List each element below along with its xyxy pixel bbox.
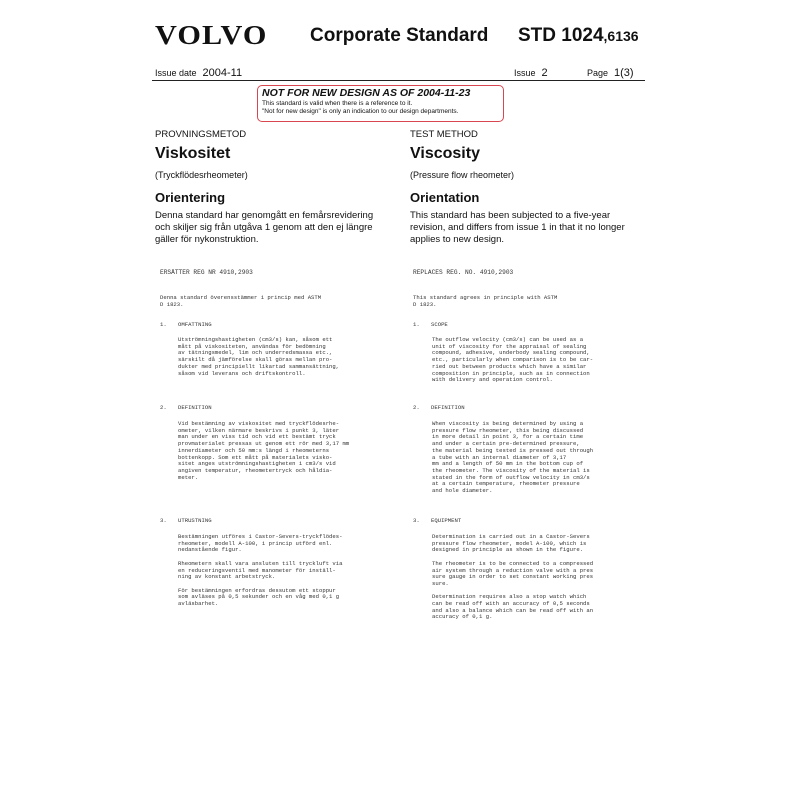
text-line: nedanstående figur.: [178, 546, 242, 554]
issue-value: 2: [541, 67, 548, 79]
subtitle-en: (Pressure flow rheometer): [410, 170, 515, 180]
text-line: en reduceringsventil med manometer för inställ-: [178, 566, 336, 574]
text-line: ried out between products which have a similar: [432, 362, 587, 370]
section-number: 1.: [160, 321, 167, 328]
issue-number: [514, 67, 548, 79]
title-sv: Viskositet: [155, 145, 231, 162]
agreement-line: D 1823.: [160, 300, 184, 308]
text-line: avläsbarhet.: [178, 600, 219, 608]
text-line: air system through a reduction valve with a pres: [432, 566, 594, 574]
text-line: and also a balance which can be read off with an: [432, 606, 594, 614]
standard-number-suffix: ,6136: [603, 28, 639, 44]
text-line: särskilt då jämförelse skall göras mellan pro-: [178, 356, 333, 364]
section-1-body-en: [432, 337, 593, 384]
test-method-label-en: TEST METHOD: [410, 129, 478, 140]
orientation-heading-sv: Orientering: [155, 190, 226, 205]
section-2-heading-sv: [160, 405, 212, 412]
text-line: sitet anges utströmningshastigheten i cm3/s vid: [178, 460, 336, 468]
agreement-line: This standard agrees in principle with ASTM: [413, 294, 558, 301]
section-title: EQUIPMENT: [431, 517, 462, 524]
text-line: the rheometer. The viscosity of the material is: [432, 466, 590, 474]
section-number: 2.: [160, 404, 167, 411]
section-number: 3.: [413, 517, 420, 524]
text-line: a tube with an internal diameter of 3,17: [432, 453, 567, 461]
text-line: dukter med principiellt likartad sammansättning,: [178, 362, 340, 370]
text-line: ning av konstant arbetstryck.: [178, 573, 276, 581]
text-line: som avläses på 0,5 sekunder och en våg med 0,1 g: [178, 593, 340, 601]
section-3-heading-sv: [160, 518, 212, 525]
section-1-heading-en: [413, 322, 448, 329]
text-line: provmaterialet pressas ut genom ett rör med 3,17 mm: [178, 440, 350, 448]
section-title: DEFINITION: [431, 404, 465, 411]
text-line: designed in principle as shown in the figure.: [432, 546, 584, 554]
document-category-title: Corporate Standard: [310, 25, 489, 46]
text-line: composition in principle, such as in connection: [432, 369, 590, 377]
text-line: rheometer, modell A-100, i princip utförd enl.: [178, 539, 333, 547]
replaces-sv: ERSÄTTER REG NR 4910,2903: [160, 269, 253, 276]
text-line: mm and a length of 50 mm in the bottom cup of: [432, 460, 584, 468]
text-line: stated in the form of outflow velocity in cm3/s: [432, 473, 590, 481]
text-line: compound, adhesive, underbody sealing compound,: [432, 349, 590, 357]
subtitle-sv: (Tryckflödesrheometer): [155, 170, 248, 180]
text-line: Determination requires also a stop watch which: [432, 593, 587, 601]
text-line: såsom vid leverans och driftskontroll.: [178, 369, 306, 377]
agreement-en: [413, 295, 557, 308]
issue-label: Issue: [514, 68, 536, 78]
title-en: Viscosity: [410, 145, 480, 162]
page-number: [587, 67, 634, 79]
issue-date-label: Issue date: [155, 68, 197, 78]
issue-date: [155, 67, 242, 79]
section-number: 3.: [160, 517, 167, 524]
text-line: sure gauge in order to set constant working pres: [432, 573, 594, 581]
section-number: 1.: [413, 321, 420, 328]
text-line: the material being tested is pressed out through: [432, 446, 594, 454]
replaces-en: REPLACES REG. NO. 4910,2903: [413, 269, 514, 276]
text-line: in more detail in point 3, for a certain time: [432, 433, 584, 441]
orientation-text-en: This standard has been subjected to a five-year revision, and differs from issue 1 in that it no longer applies to new design.: [410, 210, 625, 245]
notice-line-2: "Not for new design" is only an indication to our design departments.: [262, 108, 459, 115]
section-3-body-sv: [178, 534, 342, 608]
section-number: 2.: [413, 404, 420, 411]
text-line: meter.: [178, 473, 199, 481]
text-line: Vid bestämning av viskositet med tryckflödesrhe-: [178, 420, 340, 427]
notice-line-1: This standard is valid when there is a reference to it.: [262, 100, 413, 107]
section-title: OMFATTNING: [178, 321, 212, 328]
section-title: UTRUSTNING: [178, 517, 212, 524]
header-rule: [152, 80, 645, 81]
text-line: Utströmningshastigheten (cm3/s) kan, såsom ett: [178, 336, 333, 343]
orientation-heading-en: Orientation: [410, 190, 480, 205]
text-line: av tätningsmedel, lim och underredsmassa etc.,: [178, 349, 333, 357]
text-line: Determination is carried out in a Castor-Severs: [432, 533, 590, 540]
text-line: When viscosity is being determined by using a: [432, 420, 584, 427]
text-line: Rheometern skall vara ansluten till tryckluft via: [178, 559, 343, 567]
standard-number-main: STD 1024: [518, 25, 604, 46]
page-value: 1(3): [614, 67, 634, 79]
agreement-line: D 1823.: [413, 300, 437, 308]
text-line: angiven temperatur, rheometertryck och håldia-: [178, 466, 333, 474]
text-line: and hole diameter.: [432, 487, 493, 495]
issue-date-value: 2004-11: [202, 67, 243, 79]
text-line: man under en viss tid och vid ett bestämt tryck: [178, 433, 336, 441]
text-line: innerdiameter och 50 mm:s längd i rheometerns: [178, 446, 330, 454]
text-line: unit of viscosity for the appraisal of sealing: [432, 342, 587, 350]
notice-title: NOT FOR NEW DESIGN AS OF 2004-11-23: [262, 87, 471, 99]
text-line: The rheometer is to be connected to a compressed: [432, 559, 594, 567]
text-line: accuracy of 0,1 g.: [432, 613, 493, 621]
section-2-body-sv: [178, 421, 349, 481]
text-line: Bestämningen utföres i Castor-Severs-tryckflödes-: [178, 533, 343, 540]
text-line: The outflow velocity (cm3/s) can be used as a: [432, 336, 584, 343]
text-line: För bestämningen erfordras dessutom ett stoppur: [178, 586, 336, 594]
text-line: at a certain temperature, rheometer pressure: [432, 480, 580, 488]
text-line: bottenkopp. Som ett mått på materialets visko-: [178, 453, 333, 461]
section-2-body-en: [432, 421, 593, 495]
text-line: ometer, vilken närmare beskrivs i punkt 3, läter: [178, 426, 340, 434]
text-line: and under a certain pre-determined pressure,: [432, 440, 580, 448]
text-line: etc., particularly when comparison is to be car-: [432, 356, 594, 364]
section-2-heading-en: [413, 405, 465, 412]
not-for-new-design-notice: [257, 85, 504, 122]
text-line: mått på viskositeten, användas för bedömning: [178, 342, 326, 350]
text-line: pressure flow rheometer, model A-100, which is: [432, 539, 587, 547]
volvo-logo: VOLVO: [155, 20, 268, 50]
agreement-sv: [160, 295, 321, 308]
orientation-text-sv: Denna standard har genomgått en femårsrevidering och skiljer sig från utgåva 1 genom att den ej längre gäller för nykonstruktion.: [155, 210, 374, 245]
page-label: Page: [587, 68, 609, 78]
section-3-body-en: [432, 534, 593, 621]
text-line: pressure flow rheometer, this being discussed: [432, 426, 584, 434]
agreement-line: Denna standard överensstämmer i princip med ASTM: [160, 294, 322, 301]
test-method-label-sv: PROVNINGSMETOD: [155, 129, 247, 140]
standard-number: [518, 25, 639, 47]
section-1-heading-sv: [160, 322, 212, 329]
section-3-heading-en: [413, 518, 461, 525]
text-line: with delivery and operation control.: [432, 376, 553, 384]
section-1-body-sv: [178, 337, 339, 377]
text-line: sure.: [432, 579, 449, 587]
text-line: can be read off with an accuracy of 0,5 seconds: [432, 600, 590, 608]
section-title: DEFINITION: [178, 404, 212, 411]
section-title: SCOPE: [431, 321, 448, 328]
